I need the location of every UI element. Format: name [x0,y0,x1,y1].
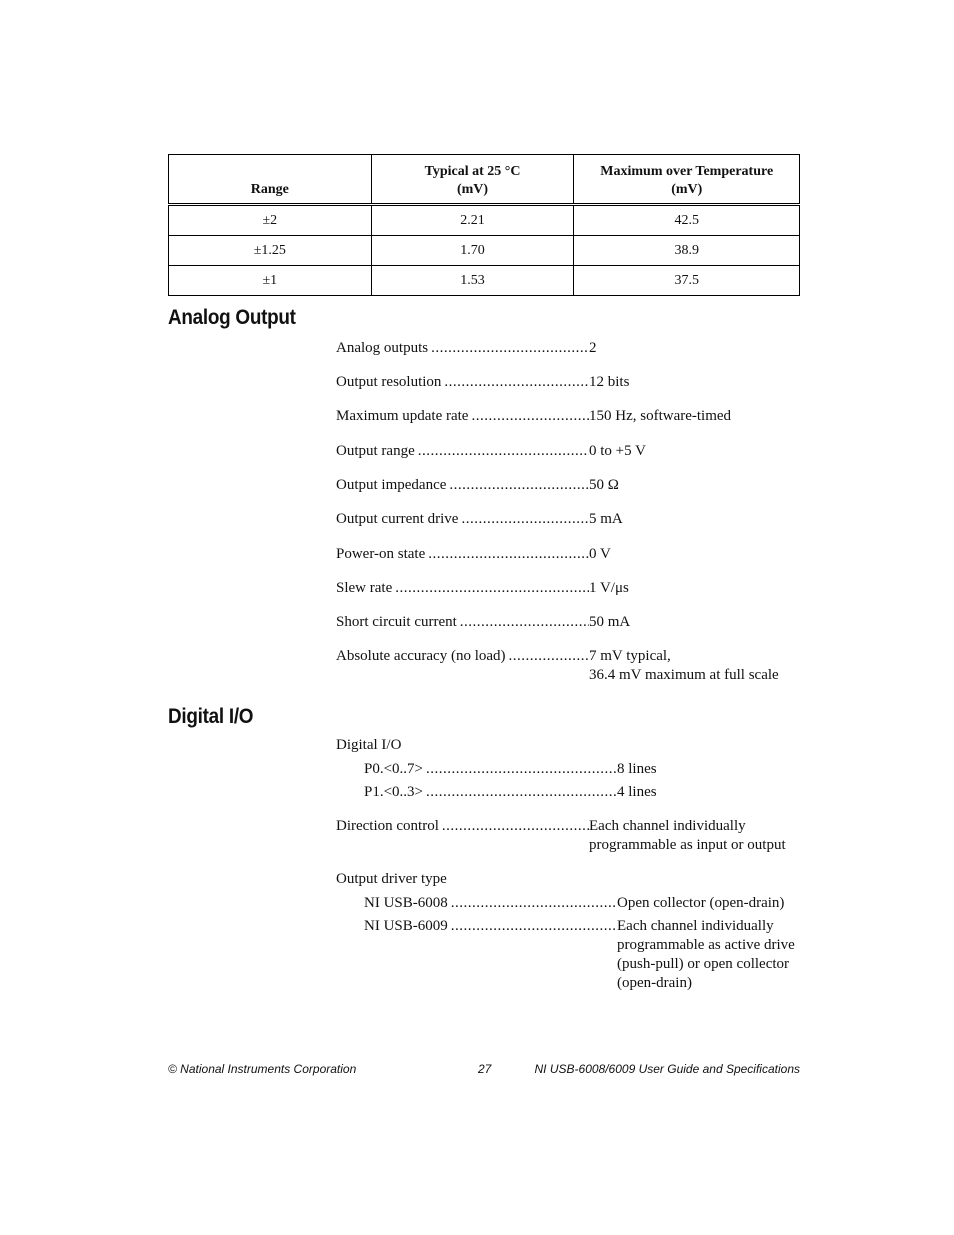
accuracy-table [168,154,800,296]
spec-value: (open-drain) [617,975,692,991]
power-on-state-spec [336,545,800,564]
footer-document-title: NI USB-6008/6009 User Guide and Specifications [534,1062,800,1076]
spec-value: (push-pull) or open collector [617,956,790,972]
spec-value: 0 V [589,546,611,562]
spec-value: Each channel individually [617,918,774,934]
table-cell: 37.5 [574,266,800,296]
leader-dots [449,476,589,495]
digital-io-heading: Digital I/O [168,705,254,728]
leader-dots [418,442,589,461]
spec-value: Open collector (open-drain) [617,895,785,911]
leader-dots [426,760,617,779]
spec-value: 5 mA [589,511,623,527]
output-range-spec [336,442,800,461]
digital-io-label: Digital I/O [336,737,402,753]
output-driver-type-label: Output driver type [336,871,447,887]
spec-value: 4 lines [617,784,657,800]
spec-value: 2 [589,340,597,356]
leader-dots [444,373,589,392]
spec-label: Slew rate [336,580,393,596]
leader-dots [442,817,589,855]
spec-label: Analog outputs [336,340,429,356]
spec-value: 0 to +5 V [589,443,646,459]
spec-value: 1 V/μs [589,580,629,596]
table-row [169,205,800,236]
output-driver-type-spec [336,870,800,993]
table-cell: ±1.25 [169,236,372,266]
spec-label: NI USB-6009 [364,918,448,934]
spec-label: NI USB-6008 [364,895,448,911]
spec-label: Output impedance [336,477,447,493]
table-header-maximum [574,155,800,205]
spec-label: Absolute accuracy (no load) [336,648,506,664]
leader-dots [460,613,589,632]
spec-label: Output resolution [336,374,442,390]
table-header-typical [371,155,574,205]
short-circuit-current-spec [336,613,800,632]
output-current-drive-spec [336,510,800,529]
leader-dots [395,579,589,598]
spec-label: P1.<0..3> [364,784,424,800]
spec-value: 50 mA [589,614,631,630]
header-text: Typical at 25 °C [424,164,521,179]
leader-dots [461,510,589,529]
leader-dots [509,647,589,685]
leader-dots [451,917,617,993]
leader-dots [471,407,589,426]
table-row [169,236,800,266]
table-header-range [169,155,372,205]
spec-value: 50 Ω [589,477,619,493]
table-cell: ±2 [169,205,372,236]
spec-label: Output current drive [336,511,459,527]
digital-io-spec [336,736,800,802]
table-row [169,266,800,296]
leader-dots [431,339,589,358]
table-cell: 38.9 [574,236,800,266]
spec-label: Short circuit current [336,614,457,630]
header-unit: (mV) [456,182,489,197]
leader-dots [426,783,617,802]
table-cell: ±1 [169,266,372,296]
spec-value: programmable as input or output [589,837,786,853]
table-cell: 2.21 [371,205,574,236]
table-cell: 42.5 [574,205,800,236]
header-text: Range [250,182,289,197]
max-update-rate-spec [336,407,800,426]
spec-label: P0.<0..7> [364,761,424,777]
analog-output-heading: Analog Output [168,306,296,329]
leader-dots [451,894,617,913]
footer-copyright: © National Instruments Corporation [168,1062,357,1076]
footer-page-number: 27 [478,1062,492,1076]
leader-dots [428,545,589,564]
absolute-accuracy-spec [336,647,800,685]
spec-value: 8 lines [617,761,657,777]
direction-control-spec [336,817,800,855]
spec-value: Each channel individually [589,818,746,834]
spec-value: 150 Hz, software-timed [589,408,732,424]
spec-label: Direction control [336,818,439,834]
table-header-row [169,155,800,205]
spec-value: 12 bits [589,374,630,390]
table-cell: 1.53 [371,266,574,296]
slew-rate-spec [336,579,800,598]
spec-value: 36.4 mV maximum at full scale [589,667,779,683]
spec-label: Output range [336,443,415,459]
output-impedance-spec [336,476,800,495]
header-unit: (mV) [671,182,703,197]
output-resolution-spec [336,373,800,392]
spec-value: programmable as active drive [617,937,795,953]
header-text: Maximum over Temperature [600,164,774,179]
spec-value: 7 mV typical, [589,648,671,664]
analog-outputs-spec [336,339,800,358]
spec-label: Maximum update rate [336,408,469,424]
table-cell: 1.70 [371,236,574,266]
spec-label: Power-on state [336,546,426,562]
